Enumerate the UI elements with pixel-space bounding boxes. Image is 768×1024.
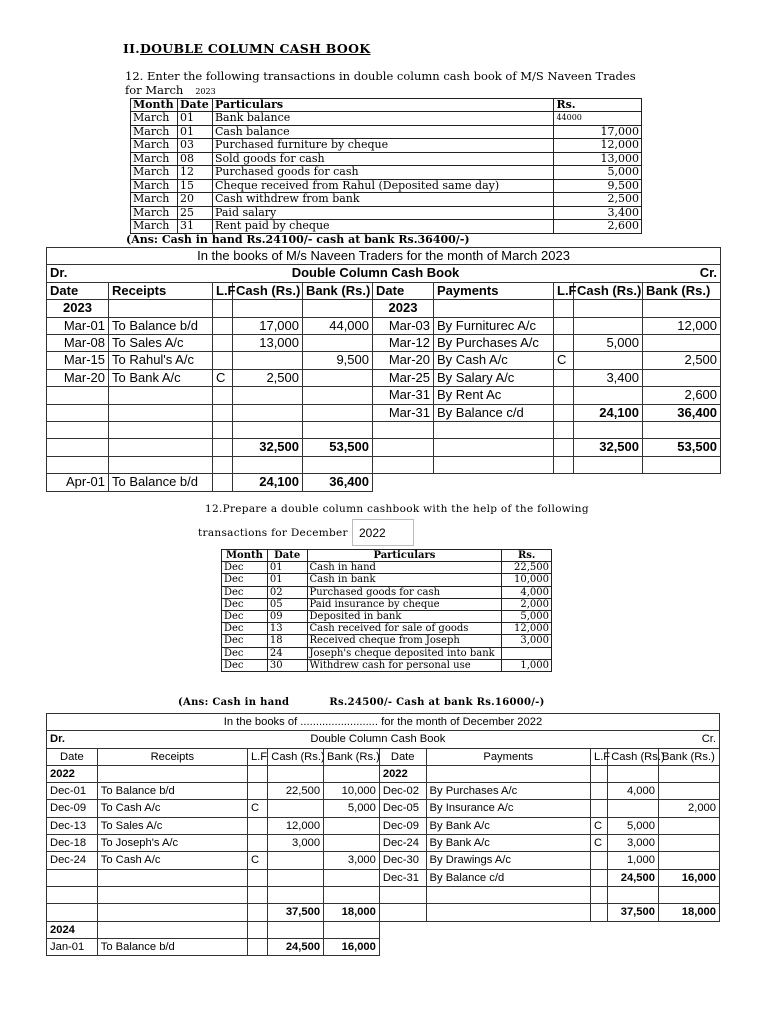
table-header-row [222, 550, 552, 562]
table-row: Dec-18 To Joseph's A/c 3,000 Dec-24 By Bank A/c C 3,000 [47, 835, 720, 852]
table-row: Dec 13 Cash received for sale of goods 12,000 [222, 623, 552, 635]
cash-book-title-row [47, 265, 721, 282]
dr-label: Dr. [47, 731, 98, 748]
totals-row: 32,500 53,500 32,500 53,500 [47, 439, 721, 456]
table-row: March 20 Cash withdrew from bank 2,500 [131, 193, 642, 207]
table-row: March 25 Paid salary 3,400 [131, 206, 642, 220]
table-row: March 01 Bank balance 44000 [131, 112, 642, 126]
question-2-year: 2022 [352, 519, 414, 546]
table-row: Dec 05 Paid insurance by cheque 2,000 [222, 598, 552, 610]
cr-label: Cr. [658, 731, 719, 748]
table-row: March 08 Sold goods for cash 13,000 [131, 152, 642, 166]
cash-book-caption-row [47, 248, 721, 265]
blank-row [47, 886, 720, 903]
cash-book-caption: In the books of ......................... for the month of December 2022 [47, 714, 720, 731]
blank-row [47, 422, 721, 439]
question-1-text: 12. Enter the following transactions in double column cash book of M/S Naveen Trades for March [125, 69, 636, 97]
column-header: Particulars [307, 550, 502, 562]
table-row: March 31 Rent paid by cheque 2,600 [131, 220, 642, 234]
table-row: Mar-15 To Rahul's A/c 9,500 Mar-20 By Cash A/c C 2,500 [47, 352, 721, 369]
table-row: Dec 30 Withdrew cash for personal use 1,000 [222, 659, 552, 671]
totals-row: 37,500 18,000 37,500 18,000 [47, 904, 720, 921]
table-row: Dec 02 Purchased goods for cash 4,000 [222, 586, 552, 598]
column-header: Date [177, 99, 212, 112]
table-row: Dec 01 Cash in hand 22,500 [222, 562, 552, 574]
cash-book-header-row: Date Receipts L.F Cash (Rs.) Bank (Rs.) Date Payments L.F Cash (Rs.) Bank (Rs.) [47, 748, 720, 765]
cash-book-title-row [47, 731, 720, 748]
table-row: Dec-31 By Balance c/d 24,500 16,000 [47, 869, 720, 886]
table-row: Dec-24 To Cash A/c C 3,000 Dec-30 By Drawings A/c 1,000 [47, 852, 720, 869]
table-row: Dec 18 Received cheque from Joseph 3,000 [222, 635, 552, 647]
section-heading [123, 41, 370, 56]
heading-prefix: II. [123, 41, 140, 56]
answer-2-cash: Rs.24500/- Cash at bank Rs.16000/-) [329, 697, 545, 708]
column-header: Rs. [502, 550, 552, 562]
table-row: Mar-08 To Sales A/c 13,000 Mar-12 By Purchases A/c 5,000 [47, 335, 721, 352]
question-2-line2: transactions for December [198, 527, 348, 539]
table-row: Dec 09 Deposited in bank 5,000 [222, 611, 552, 623]
table-row: Dec-09 To Cash A/c C 5,000 Dec-05 By Insurance A/c 2,000 [47, 800, 720, 817]
cr-label: Cr. [643, 265, 721, 282]
cash-book-caption-row [47, 714, 720, 731]
transactions-table-december [221, 549, 552, 672]
cash-book-title: Double Column Cash Book [109, 265, 643, 282]
table-row: Dec-01 To Balance b/d 22,500 10,000 Dec-02 By Purchases A/c 4,000 [47, 783, 720, 800]
table-row: Dec 24 Joseph's cheque deposited into bank [222, 647, 552, 659]
question-1-year: 2023 [195, 87, 216, 96]
cash-book-caption: In the books of M/s Naveen Traders for the month of March 2023 [47, 248, 721, 265]
heading-title: DOUBLE COLUMN CASH BOOK [139, 41, 371, 56]
dr-label: Dr. [47, 265, 109, 282]
column-header: Month [131, 99, 178, 112]
column-header: Date [267, 550, 307, 562]
table-row: March 12 Purchased goods for cash 5,000 [131, 166, 642, 180]
cash-book-title: Double Column Cash Book [97, 731, 658, 748]
table-row: Mar-20 To Bank A/c C 2,500 Mar-25 By Salary A/c 3,400 [47, 369, 721, 386]
cash-book-march [46, 247, 721, 492]
cash-book-header-row: Date Receipts L.F Cash (Rs.) Bank (Rs.) Date Payments L.F Cash (Rs.) Bank (Rs.) [47, 282, 721, 299]
question-1 [125, 69, 645, 99]
closing-balance-row: Apr-01 To Balance b/d 24,100 36,400 [47, 474, 721, 491]
table-row: March 15 Cheque received from Rahul (Deposited same day) 9,500 [131, 179, 642, 193]
column-header: Particulars [212, 99, 553, 112]
transactions-table-march [130, 98, 642, 234]
answer-2-left: (Ans: Cash in hand [178, 697, 290, 708]
year-row: 2023 2023 [47, 300, 721, 317]
blank-row [47, 456, 721, 473]
year-row: 2022 2022 [47, 765, 720, 782]
table-row: Dec 01 Cash in bank 10,000 [222, 574, 552, 586]
closing-balance-row: Jan-01 To Balance b/d 24,500 16,000 [47, 938, 720, 955]
column-header: Rs. [554, 99, 642, 112]
table-header-row [131, 99, 642, 112]
table-row: Mar-01 To Balance b/d 17,000 44,000 Mar-03 By Furniturec A/c 12,000 [47, 317, 721, 334]
answer-1: (Ans: Cash in hand Rs.24100/- cash at bank Rs.36400/-) [126, 233, 470, 246]
table-row: March 01 Cash balance 17,000 [131, 125, 642, 139]
table-row: Mar-31 By Rent Ac 2,600 [47, 387, 721, 404]
table-row: Mar-31 By Balance c/d 24,100 36,400 [47, 404, 721, 421]
cash-book-december [46, 713, 720, 956]
question-2-line1: 12.Prepare a double column cashbook with the help of the following [205, 503, 589, 515]
closing-year-row: 2024 [47, 921, 720, 938]
column-header: Month [222, 550, 268, 562]
table-row: March 03 Purchased furniture by cheque 12,000 [131, 139, 642, 153]
table-row: Dec-13 To Sales A/c 12,000 Dec-09 By Bank A/c C 5,000 [47, 817, 720, 834]
answer-2 [178, 697, 545, 708]
